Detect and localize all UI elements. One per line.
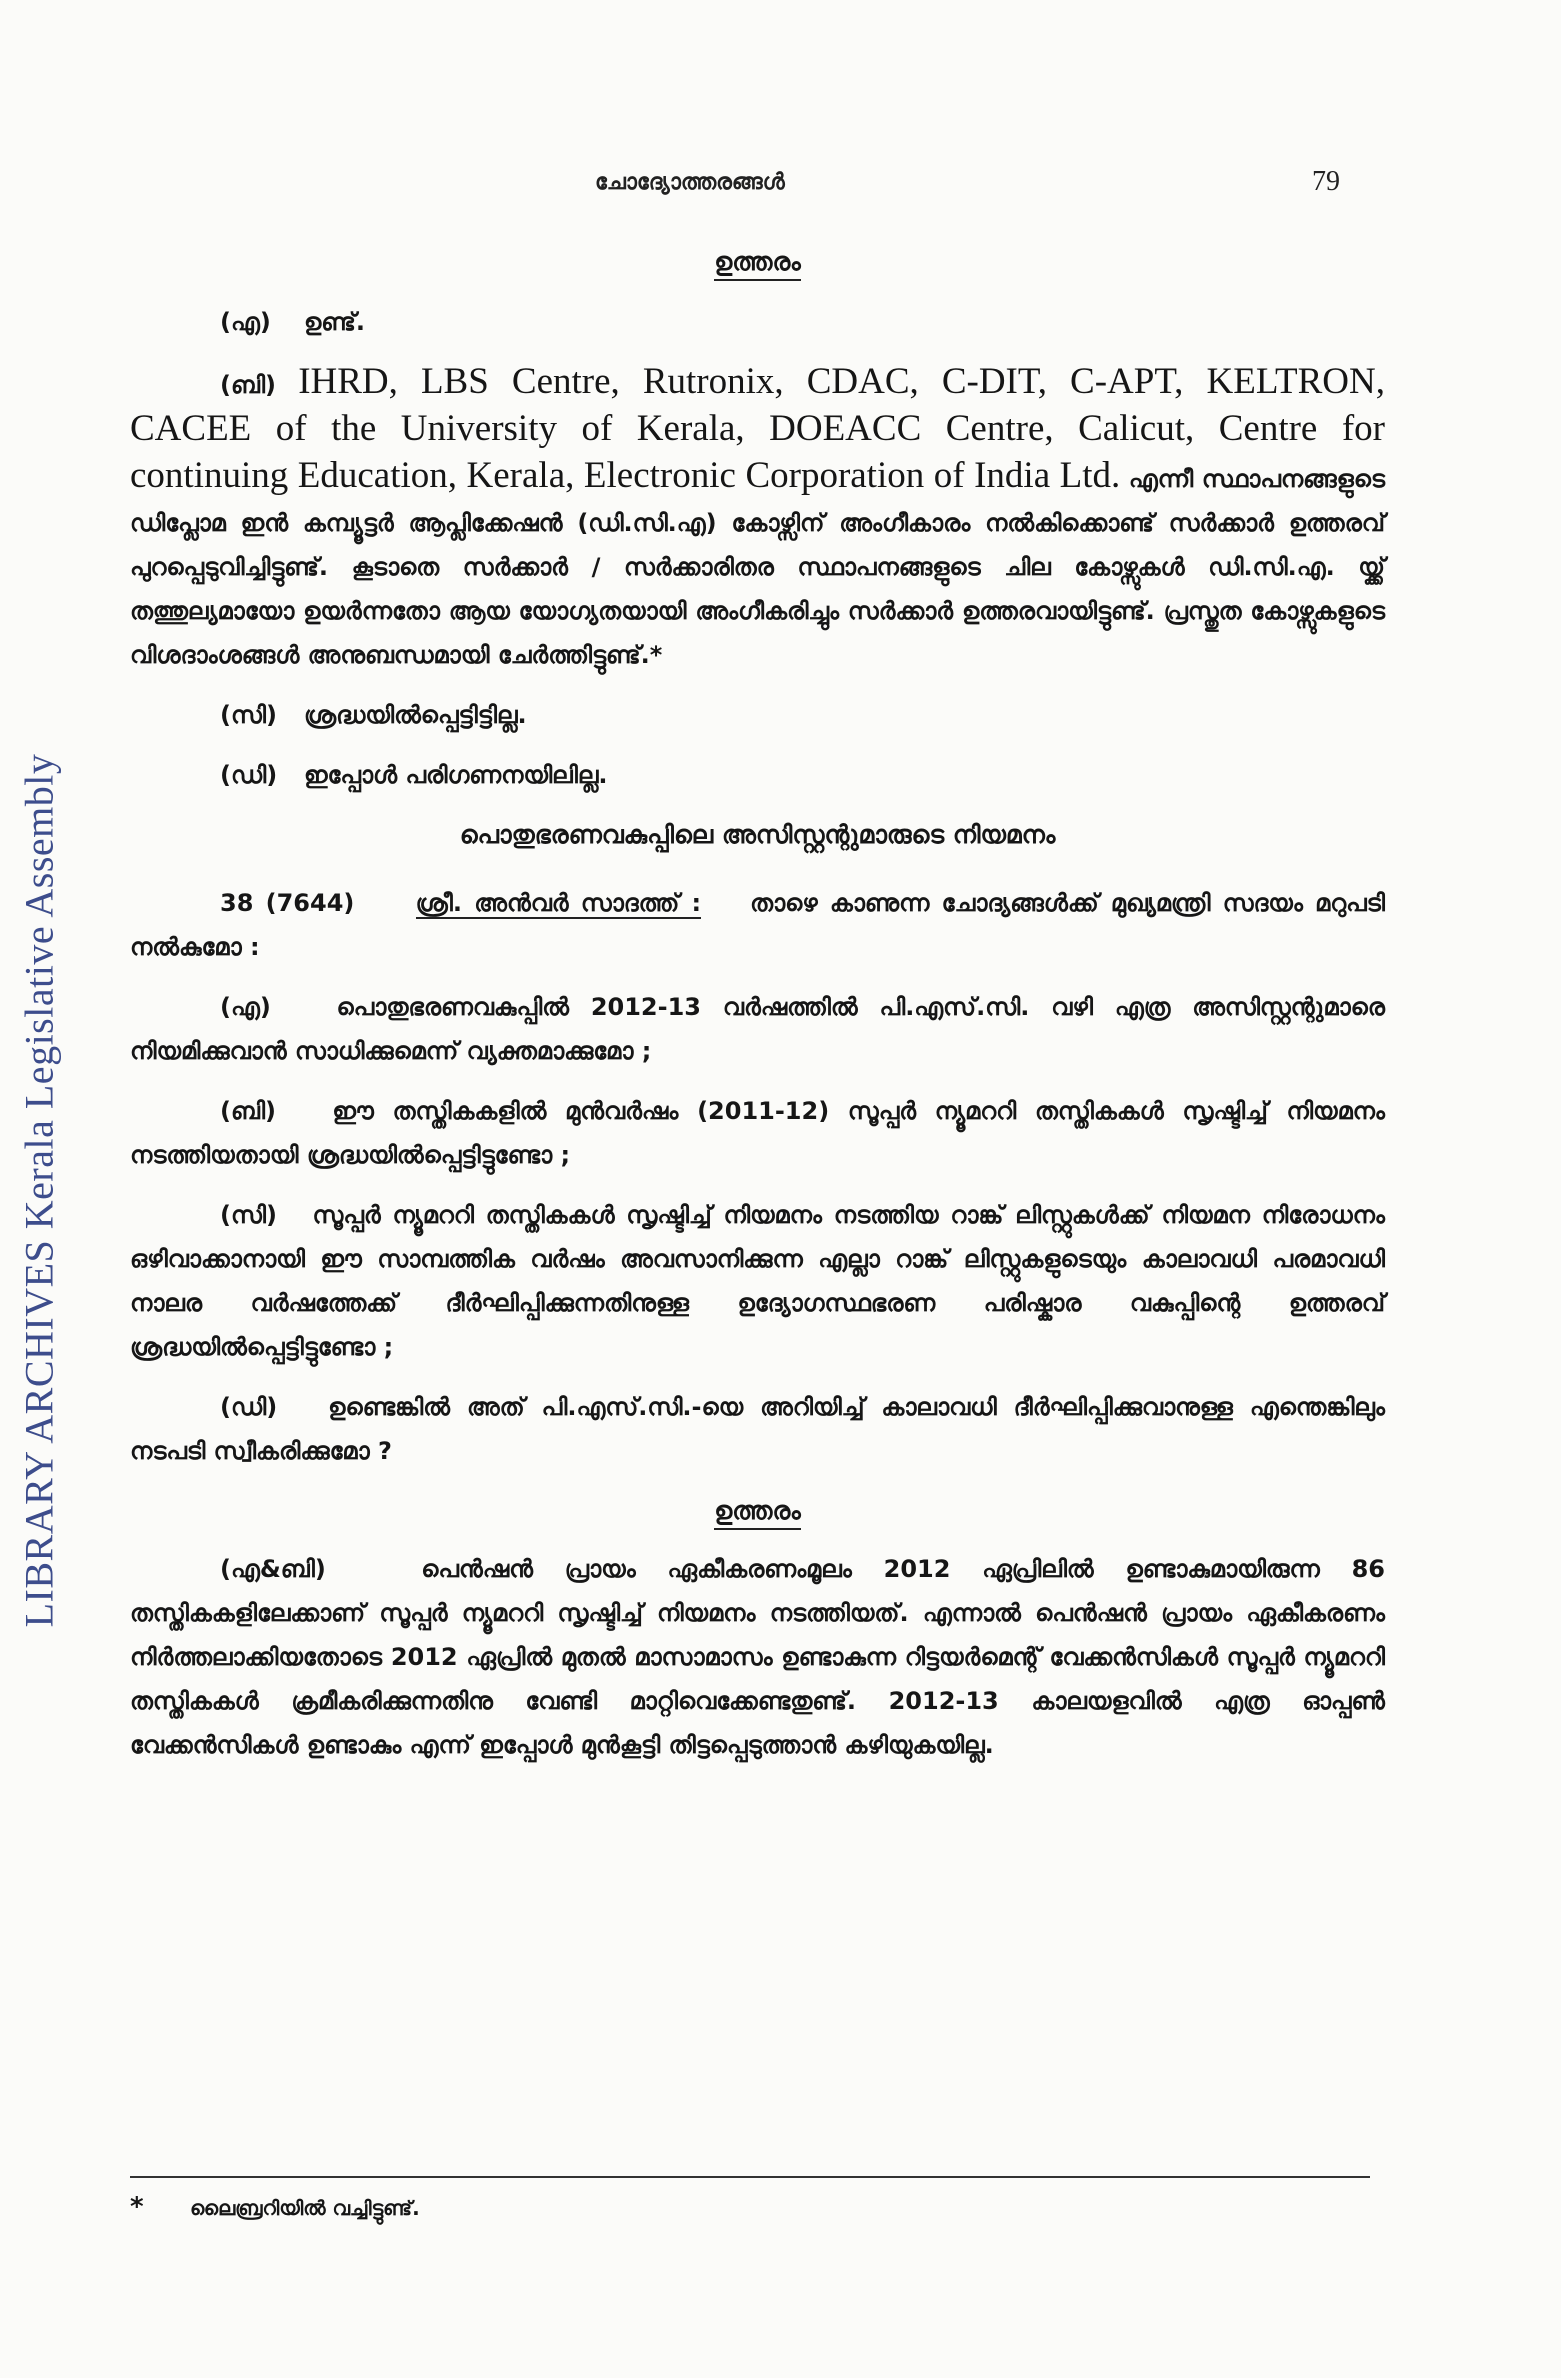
footnote-text: ലൈബ്രറിയിൽ വച്ചിട്ടുണ്ട്.	[190, 2196, 420, 2220]
item-text: എന്നീ സ്ഥാപനങ്ങളുടെ ഡിപ്ലോമ ഇൻ കമ്പ്യൂട്ടർ ആപ്ലിക്കേഷൻ (ഡി.സി.എ) കോഴ്സിന് അംഗീകാരം നൽകിക്കൊണ്ട് സർക്കാർ ഉത്തരവ് പുറപ്പെടുവിച്ചിട്ടുണ്ട്. കൂടാതെ സർക്കാർ / സർക്കാരിതര സ്ഥാപനങ്ങളുടെ ചില കോഴ്സുകൾ ഡി.സി.എ. യ്ക്ക് തത്തുല്യമായോ ഉയർന്നതോ ആയ യോഗ്യതയായി അംഗീകരിച്ചും സർക്കാർ ഉത്തരവായിട്ടുണ്ട്. പ്രസ്തുത കോഴ്സുകളുടെ വിശദാംശങ്ങൾ അനുബന്ധമായി ചേർത്തിട്ടുണ്ട്.*	[130, 465, 1385, 669]
item-label: (ഡി)	[220, 1393, 278, 1421]
question-intro	[130, 881, 1385, 969]
item-label: (ഡി)	[220, 761, 278, 789]
answer-d	[130, 753, 1385, 797]
question-c	[130, 1193, 1385, 1369]
answer-b	[130, 360, 1385, 677]
item-text: ഉണ്ടെങ്കിൽ അത് പി.എസ്.സി.-യെ അറിയിച്ച് കാലാവധി ദീർഘിപ്പിക്കുവാനുള്ള എന്തെങ്കിലും നടപടി സ്വീകരിക്കുമോ ?	[130, 1393, 1385, 1465]
footnote-mark: *	[130, 2192, 144, 2222]
question-a	[130, 985, 1385, 1073]
answer-heading-2: ഉത്തരം	[130, 1489, 1385, 1533]
archive-watermark	[8, 620, 70, 1760]
answer-ab	[130, 1547, 1385, 1767]
item-text: ശ്രദ്ധയിൽപ്പെട്ടിട്ടില്ല.	[304, 701, 527, 729]
page-body	[130, 240, 1385, 1783]
answer-c	[130, 693, 1385, 737]
question-number: 38 (7644)	[220, 889, 355, 917]
answer-a	[130, 300, 1385, 344]
item-label: (സി)	[220, 1201, 277, 1229]
question-d	[130, 1385, 1385, 1473]
question-b	[130, 1089, 1385, 1177]
item-label: (എ)	[220, 308, 271, 336]
item-label: (ബി)	[220, 1097, 277, 1125]
item-label: (സി)	[220, 701, 277, 729]
item-label: (ബി)	[220, 371, 277, 399]
running-header: ചോദ്യോത്തരങ്ങൾ	[595, 170, 785, 195]
member-name: ശ്രീ. അൻവർ സാദത്ത് :	[415, 889, 702, 917]
item-label: (എ&ബി)	[220, 1555, 326, 1583]
question-intro-text: താഴെ കാണുന്ന ചോദ്യങ്ങൾക്ക് മുഖ്യമന്ത്രി സദയം മറുപടി നൽകുമോ :	[130, 889, 1385, 961]
item-text: ഉണ്ട്.	[304, 308, 366, 336]
item-text: ഈ തസ്തികകളിൽ മുൻവർഷം (2011-12) സൂപ്പർ ന്യൂമററി തസ്തികകൾ സൃഷ്ടിച്ച് നിയമനം നടത്തിയതായി ശ്രദ്ധയിൽപ്പെട്ടിട്ടുണ്ടോ ;	[130, 1097, 1385, 1169]
item-text: സൂപ്പർ ന്യൂമററി തസ്തികകൾ സൃഷ്ടിച്ച് നിയമനം നടത്തിയ റാങ്ക് ലിസ്റ്റുകൾക്ക് നിയമന നിരോധനം ഒഴിവാക്കാനായി ഈ സാമ്പത്തിക വർഷം അവസാനിക്കുന്ന എല്ലാ റാങ്ക് ലിസ്റ്റുകളുടെയും കാലാവധി പരമാവധി നാലര വർഷത്തേക്ക് ദീർഘിപ്പിക്കുന്നതിനുള്ള ഉദ്യോഗസ്ഥഭരണ പരിഷ്കാര വകുപ്പിന്റെ ഉത്തരവ് ശ്രദ്ധയിൽപ്പെട്ടിട്ടുണ്ടോ ;	[130, 1201, 1385, 1361]
page-number: 79	[1312, 166, 1340, 197]
item-label: (എ)	[220, 993, 271, 1021]
item-text: പൊതുഭരണവകുപ്പിൽ 2012-13 വർഷത്തിൽ പി.എസ്.സി. വഴി എത്ര അസിസ്റ്റന്റുമാരെ നിയമിക്കുവാൻ സാധിക്കുമെന്ന് വ്യക്തമാക്കുമോ ;	[130, 993, 1385, 1065]
item-text: ഇപ്പോൾ പരിഗണനയിലില്ല.	[304, 761, 608, 789]
watermark-text: LIBRARY ARCHIVES Kerala Legislative Assembly	[16, 753, 62, 1627]
answer-heading: ഉത്തരം	[130, 240, 1385, 284]
item-text: പെൻഷൻ പ്രായം ഏകീകരണംമൂലം 2012 ഏപ്രിലിൽ ഉണ്ടാകുമായിരുന്ന 86 തസ്തികകളിലേക്കാണ് സൂപ്പർ ന്യൂമററി സൃഷ്ടിച്ച് നിയമനം നടത്തിയത്. എന്നാൽ പെൻഷൻ പ്രായം ഏകീകരണം നിർത്തലാക്കിയതോടെ 2012 ഏപ്രിൽ മുതൽ മാസാമാസം ഉണ്ടാകുന്ന റിട്ടയർമെന്റ് വേക്കൻസികൾ സൂപ്പർ ന്യൂമററി തസ്തികകൾ ക്രമീകരിക്കുന്നതിനു വേണ്ടി മാറ്റിവെക്കേണ്ടതുണ്ട്. 2012-13 കാലയളവിൽ എത്ര ഓപ്പൺ വേക്കൻസികൾ ഉണ്ടാകും എന്ന് ഇപ്പോൾ മുൻകൂട്ടി തിട്ടപ്പെടുത്താൻ കഴിയുകയില്ല.	[130, 1555, 1385, 1759]
question-title: പൊതുഭരണവകുപ്പിലെ അസിസ്റ്റന്റുമാരുടെ നിയമനം	[459, 820, 1056, 849]
footnote-divider	[130, 2176, 1370, 2178]
institution-list: IHRD, LBS Centre, Rutronix, CDAC, C-DIT, C-APT, KELTRON, CACEE of the University of Kerala, DOEACC Centre, Calicut, Centre for continuing Education, Kerala, Electronic Corporation of India Ltd.	[130, 361, 1385, 496]
footnote	[130, 2192, 420, 2222]
